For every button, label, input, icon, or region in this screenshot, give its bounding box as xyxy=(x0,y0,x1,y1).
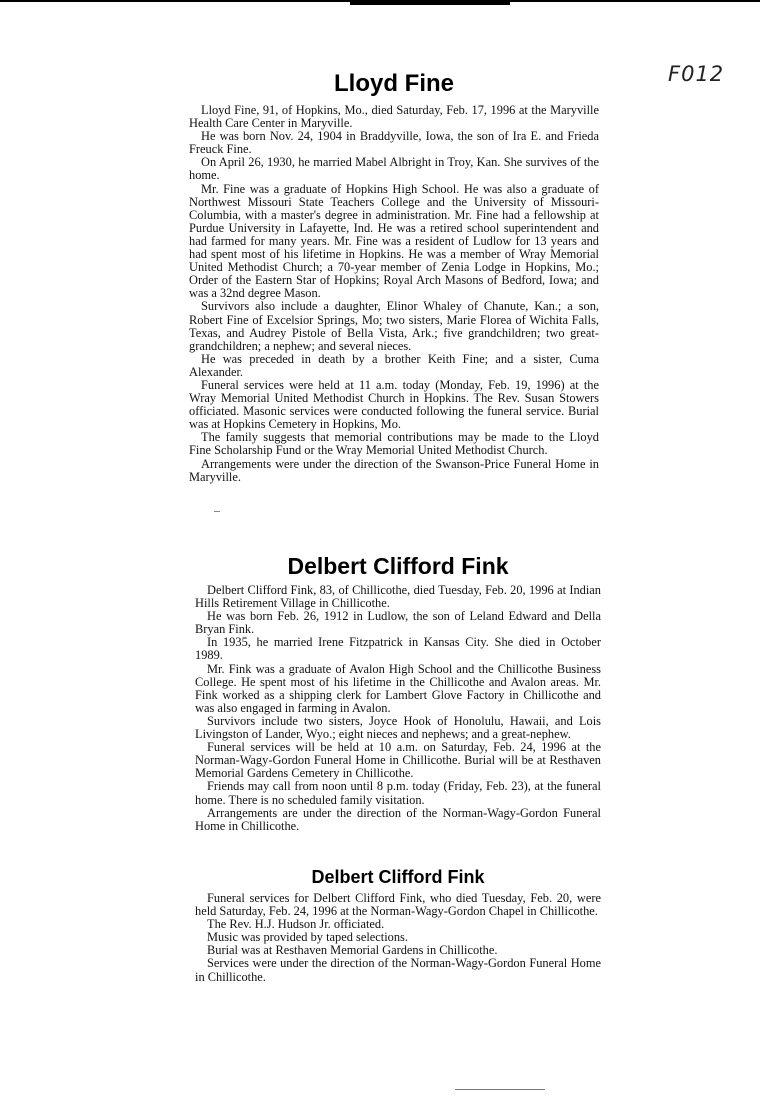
obituary-paragraph: Music was provided by taped selections. xyxy=(207,930,408,945)
obituary-paragraph: Delbert Clifford Fink, 83, of Chillicothe, died Tuesday, Feb. 20, 1996 at Indian Hills Retirement Village in Chillicothe. xyxy=(195,583,601,611)
obituary-paragraph: In 1935, he married Irene Fitzpatrick in Kansas City. She died in October 1989. xyxy=(195,635,601,663)
obituary-paragraph: On April 26, 1930, he married Mabel Albright in Troy, Kan. She survives of the home. xyxy=(189,155,599,183)
obituary-title: Delbert Clifford Fink xyxy=(311,867,485,887)
funeral-notice-delbert-clifford-fink xyxy=(195,867,601,984)
obituary-paragraph: Arrangements were under the direction of the Swanson-Price Funeral Home in Maryville. xyxy=(189,456,599,484)
obituary-paragraph: Survivors include two sisters, Joyce Hook of Honolulu, Hawaii, and Lois Livingston of Lander, Wyo.; eight nieces and nephews; and a great-nephew. xyxy=(195,713,601,742)
obituary-paragraph: Friends may call from noon until 8 p.m. today (Friday, Feb. 23), at the funeral home. There is no scheduled family visitation. xyxy=(195,779,601,807)
obituary-paragraph: He was preceded in death by a brother Keith Fine; and a sister, Cuma Alexander. xyxy=(189,351,599,379)
obituary-paragraph: Burial was at Resthaven Memorial Gardens in Chillicothe. xyxy=(207,943,498,958)
obituary-lloyd-fine xyxy=(189,70,599,484)
obituary-title: Delbert Clifford Fink xyxy=(287,553,509,579)
obituary-delbert-clifford-fink xyxy=(195,553,601,833)
obituary-paragraph: Funeral services for Delbert Clifford Fink, who died Tuesday, Feb. 20, were held Saturday, Feb. 24, 1996 at the Norman-Wagy-Gordon Chapel in Chillicothe. xyxy=(195,891,601,919)
obituary-paragraph: Mr. Fink was a graduate of Avalon High School and the Chillicothe Business College. He spent most of his lifetime in the Chillicothe and Avalon areas. Mr. Fink worked as a shipping clerk for Lambert Glove Factory in Chillicothe and was also engaged in farming in Avalon. xyxy=(195,661,601,715)
obituary-paragraph: The family suggests that memorial contributions may be made to the Lloyd Fine Scholarship Fund or the Wray Memorial United Methodist Church. xyxy=(189,430,599,458)
obituary-paragraph: Survivors also include a daughter, Elinor Whaley of Chanute, Kan.; a son, Robert Fine of Excelsior Springs, Mo; two sisters, Marie Florea of Wichita Falls, Texas, and Audrey Pistole of Bella Vista, Ark.; five grandchildren; two great-grandchildren; a nephew; and several nieces. xyxy=(189,299,599,353)
obituary-paragraph: Lloyd Fine, 91, of Hopkins, Mo., died Saturday, Feb. 17, 1996 at the Maryville Health Care Center in Maryville. xyxy=(189,103,599,131)
obituary-paragraph: Arrangements are under the direction of the Norman-Wagy-Gordon Funeral Home in Chillicothe. xyxy=(195,805,601,833)
obituary-paragraph: The Rev. H.J. Hudson Jr. officiated. xyxy=(207,917,385,932)
stray-mark xyxy=(214,511,220,512)
obituary-paragraph: Services were under the direction of the Norman-Wagy-Gordon Funeral Home in Chillicothe. xyxy=(195,956,601,984)
top-border-tab xyxy=(350,0,510,5)
obituary-title: Lloyd Fine xyxy=(334,70,454,97)
bottom-rule xyxy=(455,1089,545,1090)
obituary-paragraph: Funeral services will be held at 10 a.m. on Saturday, Feb. 24, 1996 at the Norman-Wagy-Gordon Funeral Home in Chillicothe. Burial will be at Resthaven Memorial Gardens Cemetery in Chillicothe. xyxy=(195,740,601,781)
handwritten-file-code: F012 xyxy=(668,62,725,86)
obituary-paragraph: Funeral services were held at 11 a.m. today (Monday, Feb. 19, 1996) at the Wray Memorial United Methodist Church in Hopkins. The Rev. Susan Stowers officiated. Masonic services were conducted following the funeral service. Burial was at Hopkins Cemetery in Hopkins, Mo. xyxy=(189,377,599,432)
obituary-paragraph: He was born Feb. 26, 1912 in Ludlow, the son of Leland Edward and Della Bryan Fink. xyxy=(195,609,601,637)
obituary-paragraph: He was born Nov. 24, 1904 in Braddyville, Iowa, the son of Ira E. and Frieda Freuck Fine. xyxy=(189,129,599,157)
obituary-paragraph: Mr. Fine was a graduate of Hopkins High School. He was also a graduate of Northwest Missouri State Teachers College and the University of Missouri-Columbia, with a master's degree in administration. Mr. Fine had a fellowship at Purdue University in Lafayette, Ind. He was a retired school superintendent and had farmed for many years. Mr. Fine was a resident of Ludlow for 13 years and had spent most of his lifetime in Hopkins. He was a member of Wray Memorial United Methodist Church; a 70-year member of Zenia Lodge in Hopkins, Mo.; Order of the Eastern Star of Hopkins; Royal Arch Masons of Bedford, Iowa; and was a 32nd degree Mason. xyxy=(189,181,599,301)
